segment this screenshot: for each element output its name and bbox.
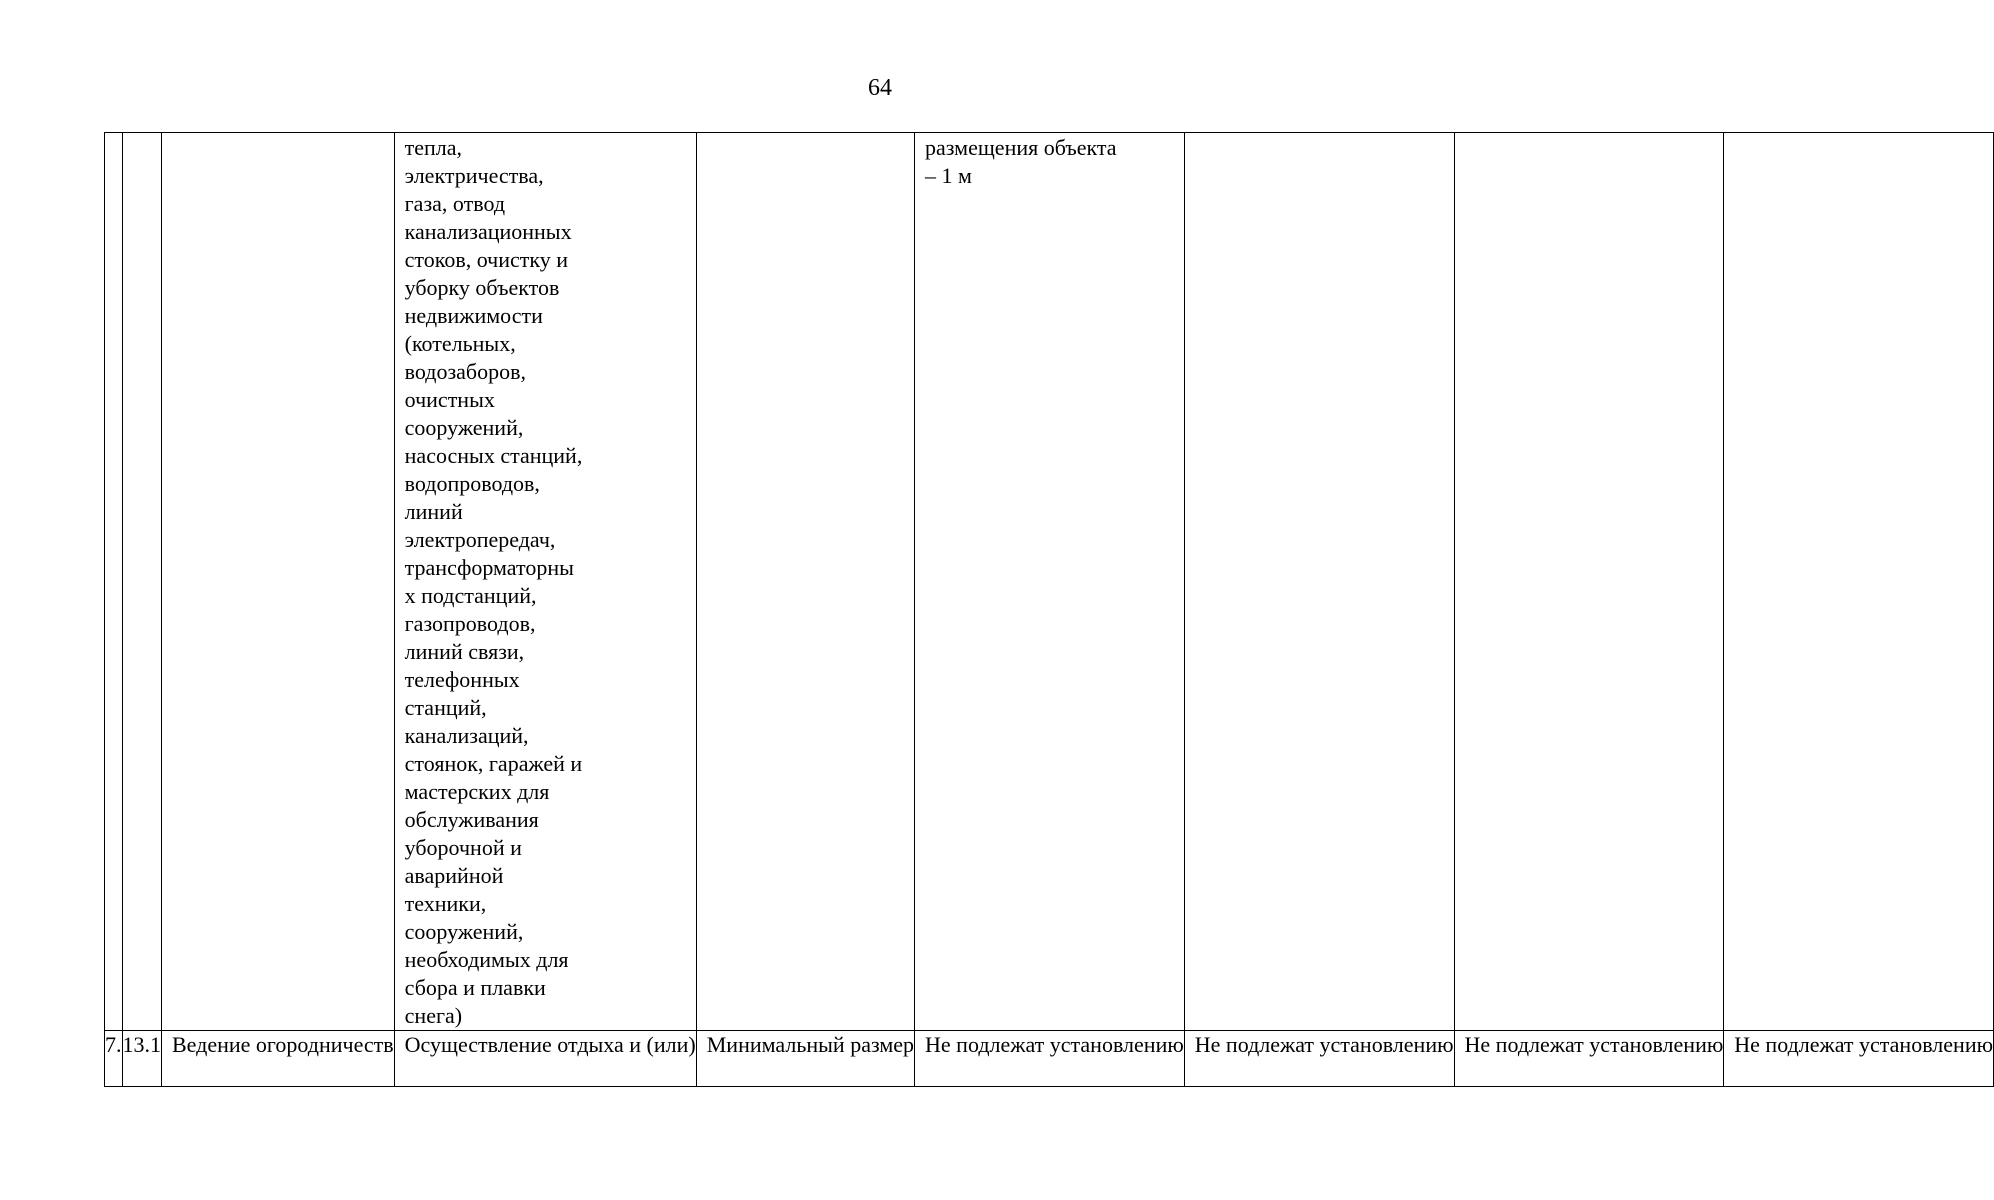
cell-num xyxy=(105,133,123,1031)
cell-num: 7. xyxy=(105,1031,123,1087)
cell-code: 13.1 xyxy=(122,1031,162,1087)
land-use-table xyxy=(104,132,1994,1087)
table-row-7 xyxy=(105,1031,1994,1087)
cell-col5 xyxy=(696,133,914,1031)
cell-name: Ведение огородничеств xyxy=(162,1031,395,1087)
cell-description: Осуществление отдыха и (или) xyxy=(394,1031,696,1087)
cell-col9: Не подлежат установлению xyxy=(1724,1031,1994,1087)
cell-col8: Не подлежат установлению xyxy=(1454,1031,1724,1087)
cell-col7: Не подлежат установлению xyxy=(1184,1031,1454,1087)
cell-col6: размещения объекта – 1 м xyxy=(915,133,1185,1031)
cell-col7 xyxy=(1184,133,1454,1031)
table-row-continuation xyxy=(105,133,1994,1031)
cell-description: тепла, электричества, газа, отвод канализационных стоков, очистку и уборку объектов недвижимости (котельных, водозаборов, очистных сооружений, насосных станций, водопроводов, линий электропередач, трансформаторны х подстанций, газопроводов, линий связи, телефонных станций, канализаций, стоянок, гаражей и мастерских для обслуживания уборочной и аварийной техники, сооружений, необходимых для сбора и плавки снега) xyxy=(394,133,696,1031)
cell-col8 xyxy=(1454,133,1724,1031)
cell-name xyxy=(162,133,395,1031)
cell-code xyxy=(122,133,162,1031)
cell-col9 xyxy=(1724,133,1994,1031)
cell-col6: Не подлежат установлению xyxy=(915,1031,1185,1087)
cell-col5: Минимальный размер xyxy=(696,1031,914,1087)
page-number: 64 xyxy=(868,75,892,101)
